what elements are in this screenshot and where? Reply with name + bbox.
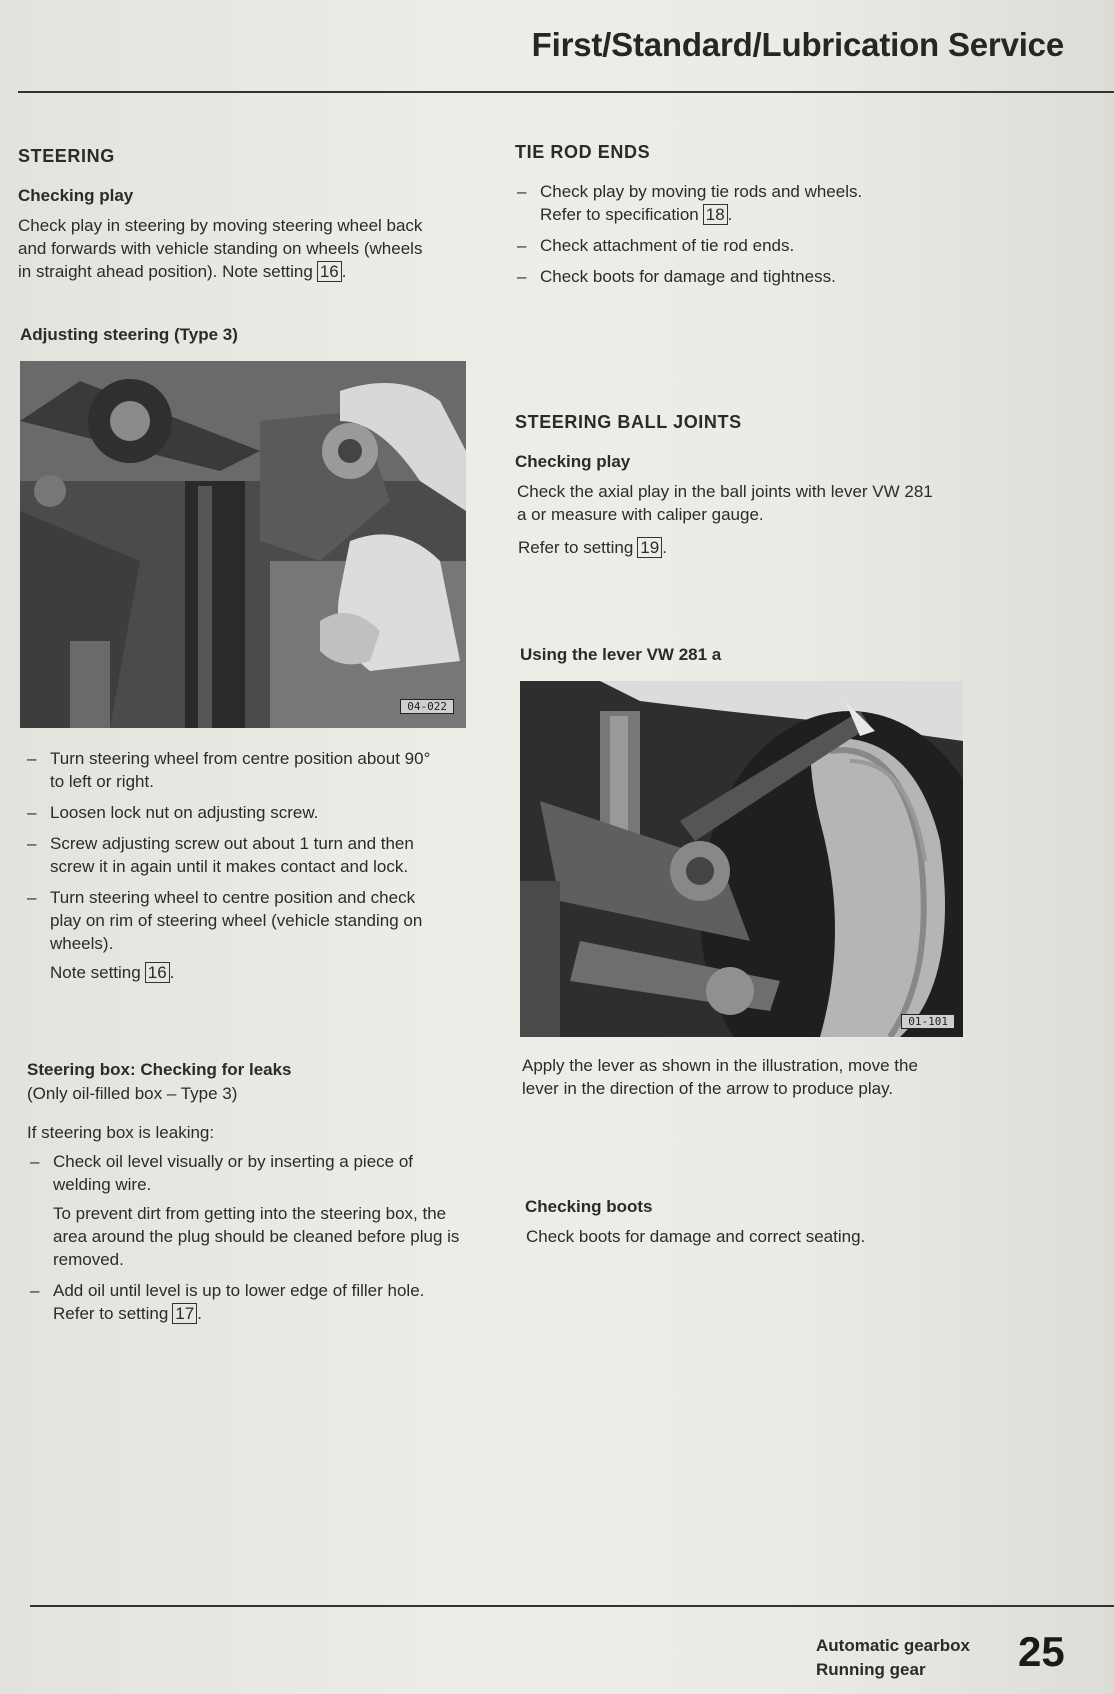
leak-steps-list <box>30 1150 460 1333</box>
figure-label-04-022: 04-022 <box>400 699 454 714</box>
footer-section-running-gear: Running gear <box>816 1660 926 1679</box>
tie-rod-step-text: Check play by moving tie rods and wheels. <box>540 182 863 201</box>
adjusting-step <box>27 747 447 793</box>
checking-play-heading: Checking play <box>18 186 134 205</box>
setting-ref-17: 17 <box>172 1303 197 1324</box>
tie-rod-step <box>517 234 937 257</box>
leaks-heading: Steering box: Checking for leaks <box>27 1060 292 1079</box>
tie-rod-step-text: Check boots for damage and tightness. <box>540 267 836 286</box>
adjusting-step-text: Loosen lock nut on adjusting screw. <box>50 803 319 822</box>
page-header-title: First/Standard/Lubrication Service <box>531 26 1064 63</box>
header-rule <box>18 91 1114 93</box>
setting-ref-19: 19 <box>637 537 662 558</box>
tie-rod-heading: TIE ROD ENDS <box>515 142 651 162</box>
adjusting-step <box>27 832 447 878</box>
lever-photo-illustration <box>520 681 963 1037</box>
tie-rod-step <box>517 180 937 226</box>
ball-joint-lever-photo <box>520 681 963 1037</box>
leak-step-extra: To prevent dirt from getting into the steering box, the area around the plug should be cleaned before plug is removed. <box>53 1204 460 1269</box>
checking-boots-heading: Checking boots <box>525 1197 653 1216</box>
adjusting-steps-list <box>27 747 447 992</box>
steering-adjustment-photo <box>20 361 466 728</box>
leak-step-text: Check oil level visually or by inserting a piece of welding wire. <box>53 1152 414 1194</box>
adjusting-step-text: Screw adjusting screw out about 1 turn and then screw it in again until it makes contact and lock. <box>50 834 414 876</box>
spec-ref-18: 18 <box>703 204 728 225</box>
steering-photo-illustration <box>20 361 466 728</box>
setting-ref-16: 16 <box>145 962 170 983</box>
lever-heading: Using the lever VW 281 a <box>520 645 722 664</box>
figure-label-01-101: 01-101 <box>901 1014 955 1029</box>
ball-joints-heading: STEERING BALL JOINTS <box>515 412 742 432</box>
footer-rule <box>30 1605 1114 1607</box>
tie-rod-step <box>517 265 937 288</box>
checking-play-text: Check play in steering by moving steering wheel back and forwards with vehicle standing on wheels (wheels in straight ahead position). Note setting 16 . <box>18 216 423 281</box>
note-label: Note setting <box>50 963 141 982</box>
tie-rod-step-text: Check attachment of tie rod ends. <box>540 236 795 255</box>
apply-lever-text: Apply the lever as shown in the illustration, move the lever in the direction of the arrow to produce play. <box>522 1056 918 1098</box>
tie-rod-step-note: Refer to specification 18 . <box>540 205 733 224</box>
leak-step-note: Refer to setting 17 . <box>53 1304 202 1323</box>
setting-ref-16: 16 <box>317 261 342 282</box>
tie-rod-steps-list <box>517 180 937 296</box>
adjusting-step-note: Note setting 16 . <box>50 963 175 982</box>
adjusting-step-text: Turn steering wheel to centre position and check play on rim of steering wheel (vehicle standing on wheels). <box>50 888 423 953</box>
adjusting-step <box>27 801 447 824</box>
adjusting-steering-heading: Adjusting steering (Type 3) <box>20 325 238 344</box>
adjusting-step-text: Turn steering wheel from centre position about 90° to left or right. <box>50 749 431 791</box>
note-label: Refer to specification <box>540 205 699 224</box>
leak-step-text: Add oil until level is up to lower edge of filler hole. <box>53 1281 425 1300</box>
footer-section-automatic-gearbox: Automatic gearbox <box>816 1636 970 1655</box>
note-label: Refer to setting <box>518 538 634 557</box>
checking-play-body: Check play in steering by moving steering wheel back and forwards with vehicle standing on wheels (wheels in straight ahead position). Note setting <box>18 216 423 281</box>
leaks-subheading: (Only oil-filled box – Type 3) <box>27 1084 238 1103</box>
ball-joints-note: Refer to setting 19 . <box>518 538 667 557</box>
ball-joints-checking-heading: Checking play <box>515 452 631 471</box>
adjusting-step <box>27 886 447 984</box>
leak-step <box>30 1150 460 1271</box>
checking-boots-text: Check boots for damage and correct seating. <box>526 1227 866 1246</box>
leaks-intro: If steering box is leaking: <box>27 1123 215 1142</box>
leak-step <box>30 1279 460 1325</box>
page-number: 25 <box>1018 1628 1065 1675</box>
note-label: Refer to setting <box>53 1304 169 1323</box>
steering-heading: STEERING <box>18 146 115 166</box>
ball-joints-checking-text: Check the axial play in the ball joints with lever VW 281 a or measure with caliper gauge. <box>517 482 933 524</box>
